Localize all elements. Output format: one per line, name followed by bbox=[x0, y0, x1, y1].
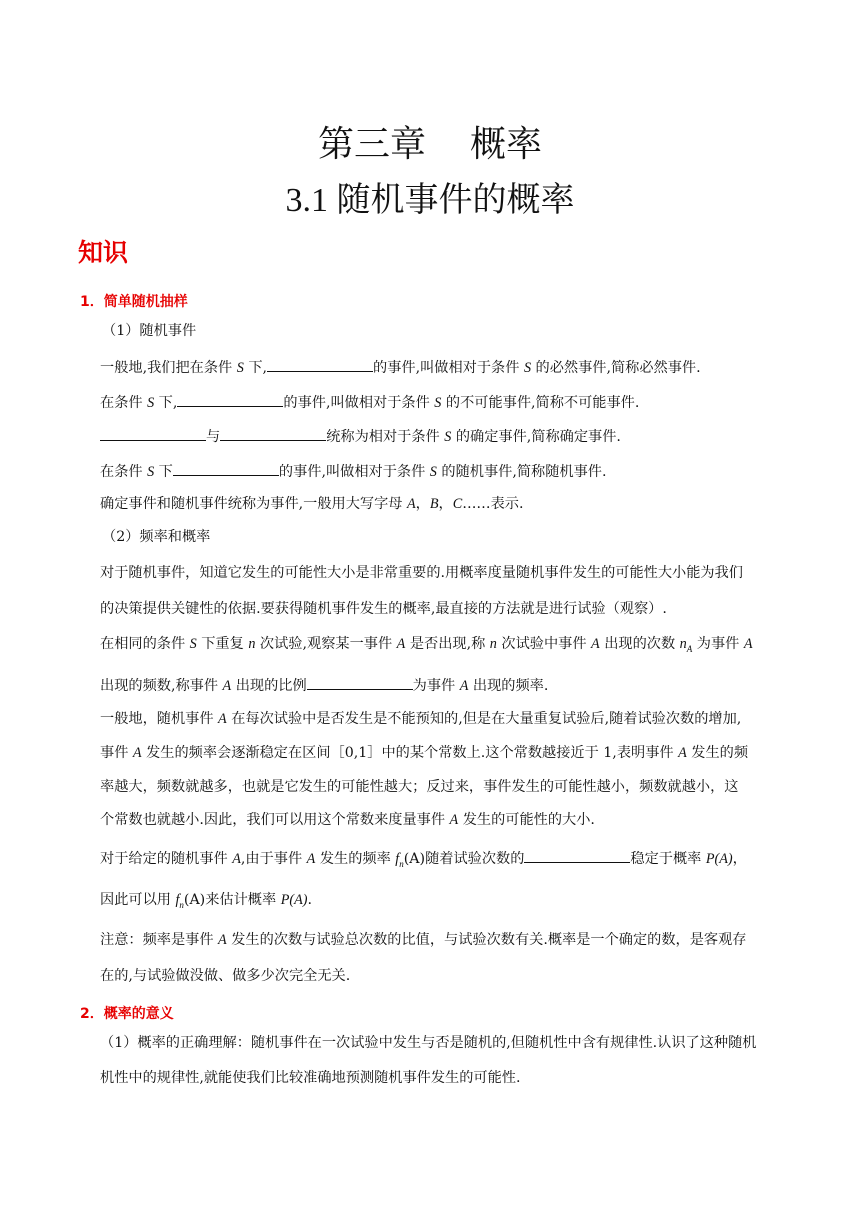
chapter-number: 第三章 bbox=[317, 124, 426, 165]
heading-2 bbox=[80, 1003, 174, 1023]
paragraph-meaning-line1: （1）概率的正确理解：随机事件在一次试验中发生与否是随机的,但随机性中含有规律性.认识了这种随机 bbox=[100, 1035, 757, 1051]
subheading-random-event: （1）随机事件 bbox=[102, 323, 197, 339]
chapter-name: 概率 bbox=[470, 124, 543, 165]
paragraph-estimate: 因此可以用 $f_n(A)$来估计概率 P(A). bbox=[100, 892, 312, 910]
fill-blank[interactable] bbox=[267, 359, 373, 372]
paragraph-event-notation: 确定事件和随机事件统称为事件,一般用大写字母 A，B，C……表示. bbox=[100, 496, 524, 512]
heading-1-number: 1． bbox=[80, 294, 104, 310]
heading-2-number: 2． bbox=[80, 1006, 104, 1022]
paragraph-stability-line1: 一般地，随机事件 A 在每次试验中是否发生是不能预知的,但是在大量重复试验后,随着试验次数的增加, bbox=[100, 711, 742, 727]
note-line1: 注意：频率是事件 A 发生的次数与试验总次数的比值，与试验次数有关.概率是一个确定的数，是客观存 bbox=[100, 932, 747, 948]
section-heading: 知识 bbox=[78, 238, 129, 267]
paragraph-frequency-line2: 的决策提供关键性的依据.要获得随机事件发生的概率,最直接的方法就是进行试验（观察）. bbox=[100, 601, 667, 617]
paragraph-definite-event: 与 统称为相对于条件 S 的确定事件,简称确定事件. bbox=[100, 428, 621, 444]
paragraph-frequency-ratio: 出现的频数,称事件 A 出现的比例 为事件 A 出现的频率. bbox=[100, 678, 549, 694]
paragraph-random-event: 在条件 S 下 的事件,叫做相对于条件 S 的随机事件,简称随机事件. bbox=[100, 464, 607, 480]
paragraph-impossible-event: 在条件 S 下, 的事件,叫做相对于条件 S 的不可能事件,简称不可能事件. bbox=[100, 395, 640, 411]
paragraph-certain-event: 一般地,我们把在条件 S 下, 的事件,叫做相对于条件 S 的必然事件,简称必然事件. bbox=[100, 360, 701, 376]
paragraph-stability-line2: 事件 A 发生的频率会逐渐稳定在区间［0,1］中的某个常数上.这个常数越接近于 1,表明事件 A 发生的频 bbox=[100, 745, 749, 761]
fill-blank[interactable] bbox=[307, 677, 413, 690]
fill-blank[interactable] bbox=[100, 428, 206, 441]
note-line2: 在的,与试验做没做、做多少次完全无关. bbox=[100, 968, 351, 984]
fill-blank[interactable] bbox=[524, 850, 630, 863]
paragraph-frequency-line1: 对于随机事件，知道它发生的可能性大小是非常重要的.用概率度量随机事件发生的可能性大小能为我们 bbox=[100, 565, 743, 581]
section-title: 3.1 随机事件的概率 bbox=[285, 182, 575, 219]
chapter-title bbox=[0, 116, 860, 167]
fill-blank[interactable] bbox=[220, 428, 326, 441]
paragraph-given-event: 对于给定的随机事件 A,由于事件 A 发生的频率 $f_n(A)$随着试验次数的 稳定于概率 P(A)， bbox=[100, 851, 747, 869]
paragraph-repeat-trials: 在相同的条件 S 下重复 n 次试验,观察某一事件 A 是否出现,称 n 次试验中事件 A 出现的次数 $n_A$ 为事件 A bbox=[100, 636, 753, 654]
paragraph-stability-line3: 率越大，频数就越多，也就是它发生的可能性越大；反过来，事件发生的可能性越小，频数就越小，这 bbox=[100, 779, 739, 795]
paragraph-meaning-line2: 机性中的规律性,就能使我们比较准确地预测随机事件发生的可能性. bbox=[100, 1070, 521, 1086]
fill-blank[interactable] bbox=[177, 394, 283, 407]
heading-2-text: 概率的意义 bbox=[103, 1006, 174, 1022]
subheading-frequency-probability: （2）频率和概率 bbox=[102, 529, 211, 545]
heading-1 bbox=[80, 291, 188, 311]
paragraph-stability-line4: 个常数也就越小.因此，我们可以用这个常数来度量事件 A 发生的可能性的大小. bbox=[100, 812, 595, 828]
heading-1-text: 简单随机抽样 bbox=[103, 294, 188, 310]
fill-blank[interactable] bbox=[173, 463, 279, 476]
